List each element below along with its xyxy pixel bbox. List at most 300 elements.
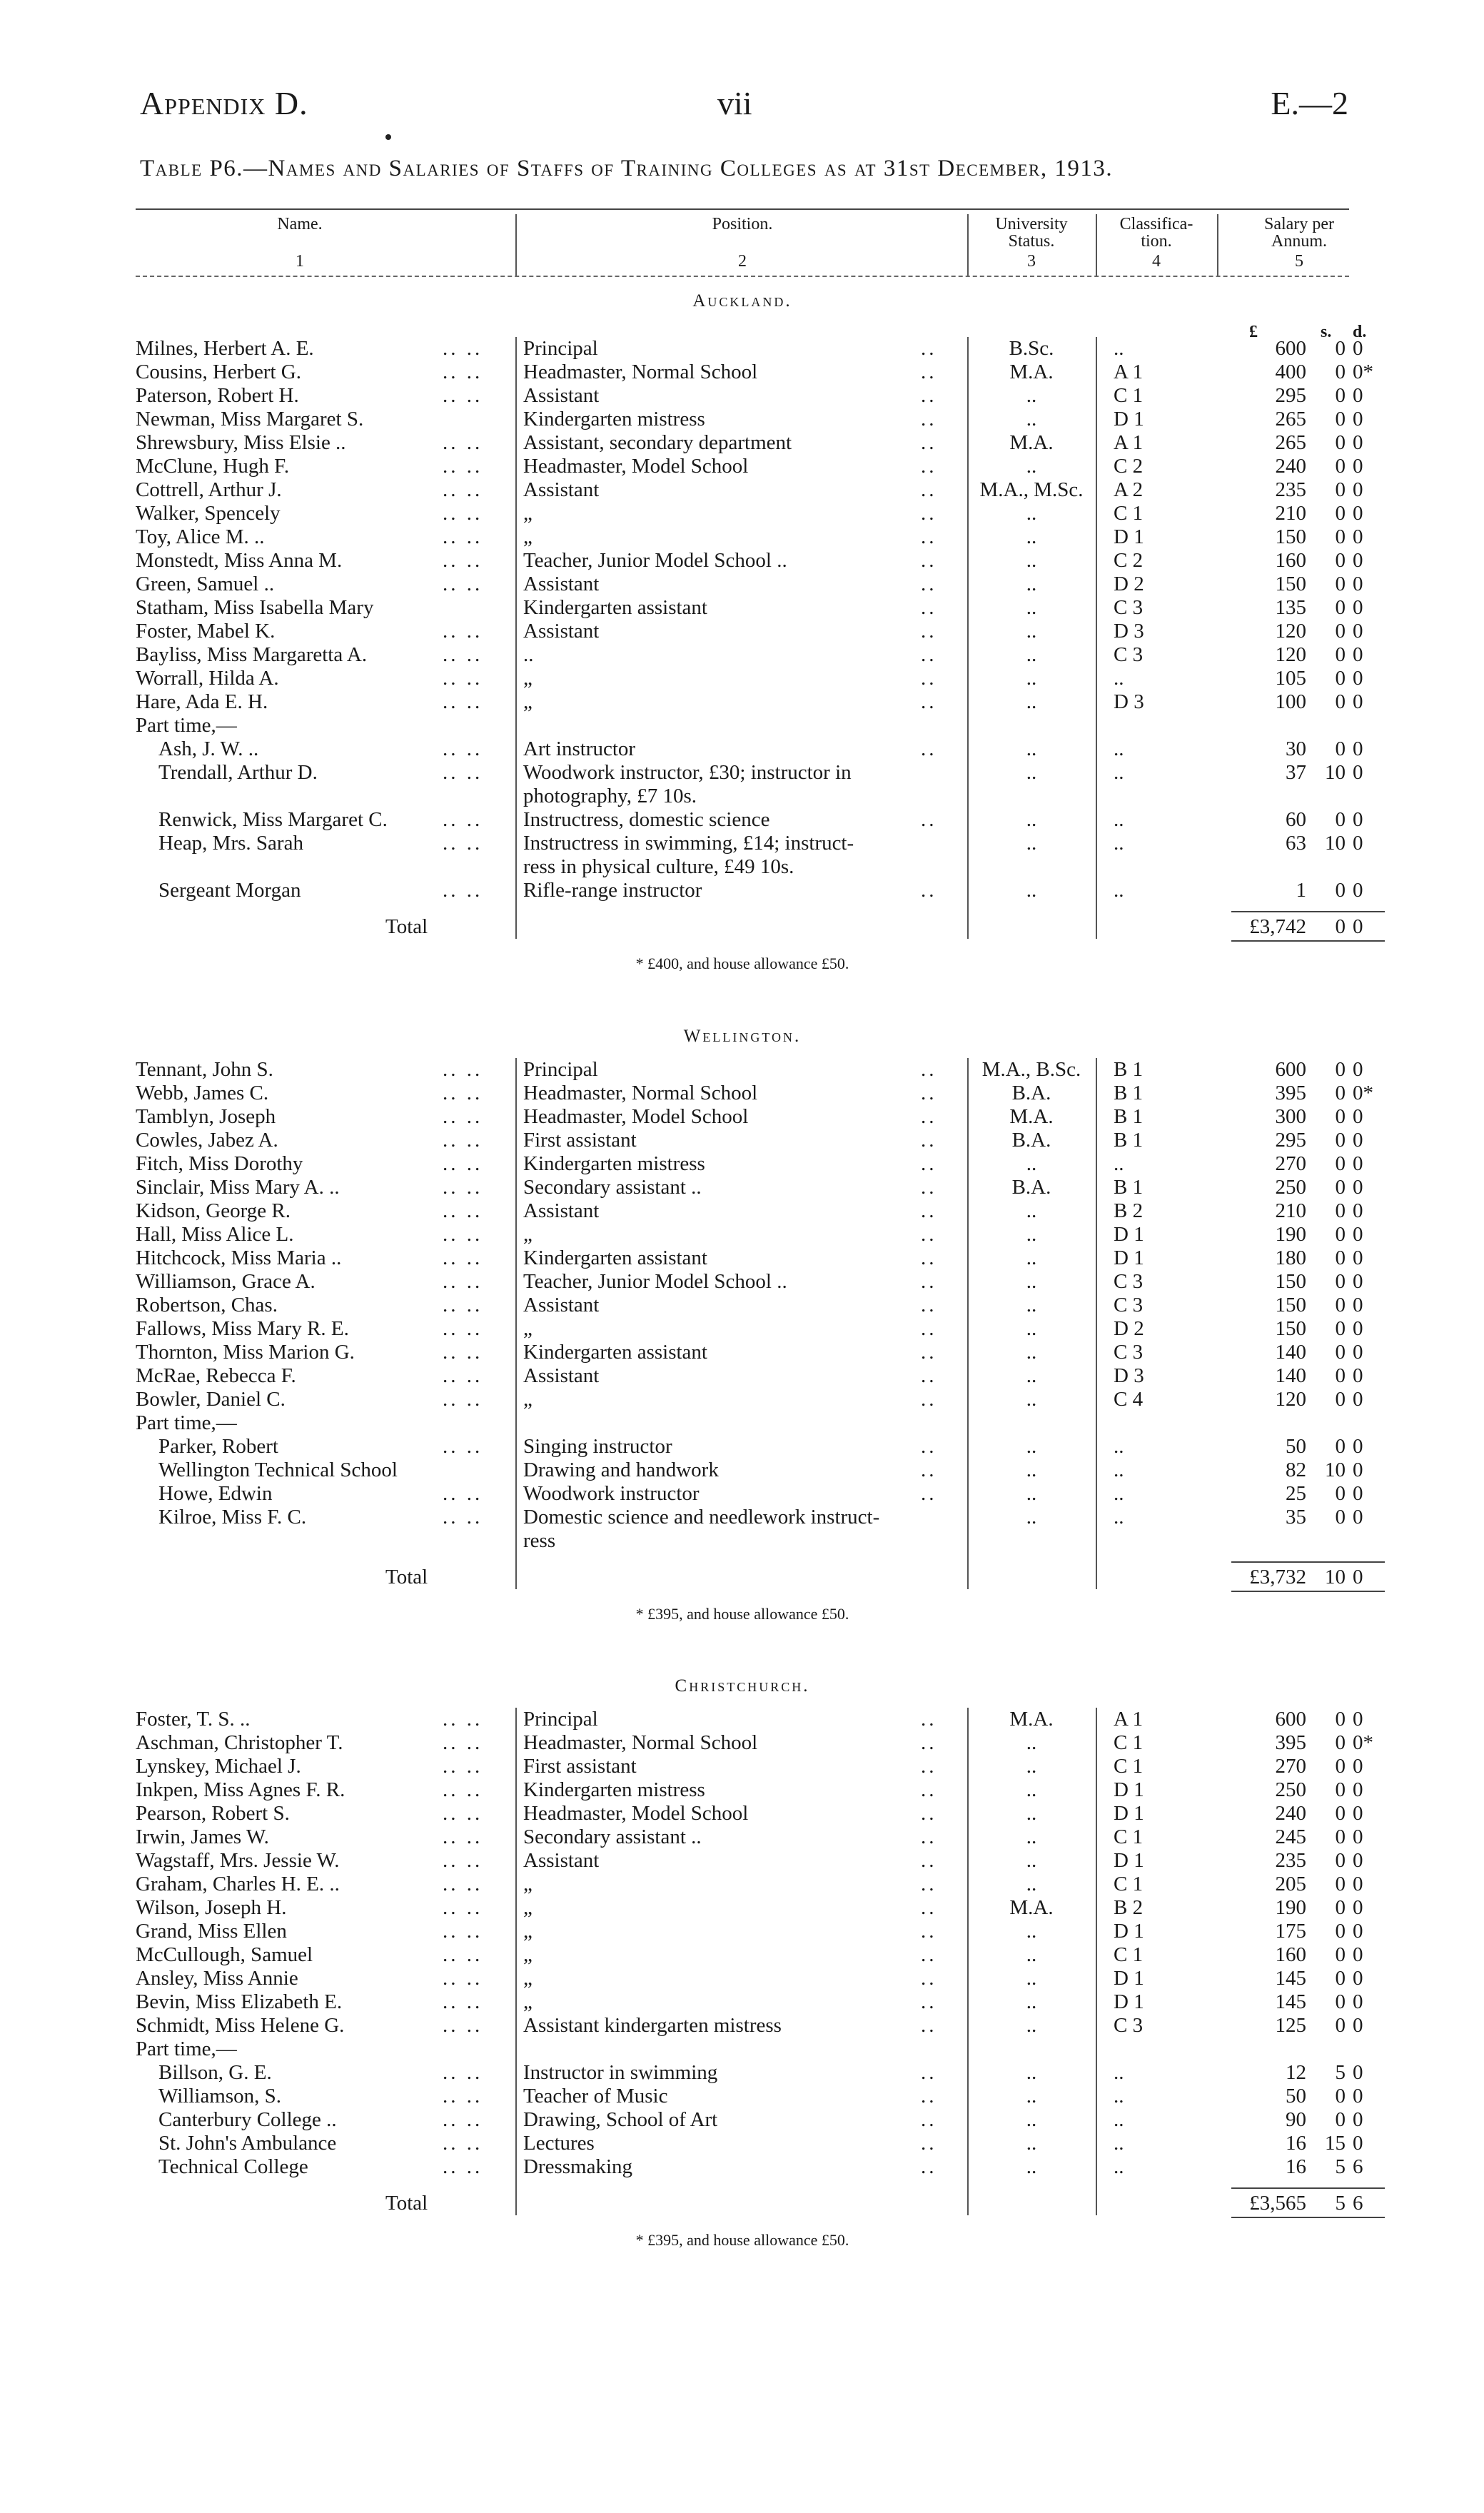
pound-header: £ <box>1249 323 1258 341</box>
leader-dots: .. .. <box>443 502 483 525</box>
salary-pounds: 25 <box>1286 1482 1306 1505</box>
staff-name: Kilroe, Miss F. C. <box>158 1506 307 1529</box>
page-number: vii <box>717 85 752 121</box>
position-text: First assistant <box>523 1755 637 1778</box>
university-status: .. <box>1026 620 1037 643</box>
total-shillings: 10 <box>1325 1566 1346 1588</box>
section-title: Christchurch. <box>675 1676 810 1696</box>
staff-name: St. John's Ambulance <box>158 2132 337 2155</box>
salary-pence: 0 <box>1353 2132 1363 2155</box>
position-text: Assistant, secondary department <box>523 431 792 454</box>
leader-dots: .. .. <box>443 1778 483 1801</box>
leader-dots: .. <box>921 384 937 407</box>
classification: A 1 <box>1114 361 1144 383</box>
salary-pounds: 82 <box>1286 1459 1306 1481</box>
leader-dots: .. <box>921 1270 937 1293</box>
classification: C 3 <box>1114 1341 1144 1364</box>
table-row <box>136 1435 1363 1459</box>
university-status: .. <box>1026 549 1037 572</box>
position-text: Drawing, School of Art <box>523 2108 718 2131</box>
col-divider <box>515 1708 517 2215</box>
leader-dots: .. .. <box>443 2061 483 2084</box>
leader-dots: .. <box>921 1223 937 1246</box>
salary-pounds: 12 <box>1286 2061 1306 2084</box>
university-status: .. <box>1026 1849 1037 1872</box>
university-status: .. <box>1026 1459 1037 1481</box>
classification: .. <box>1114 667 1124 690</box>
university-status: .. <box>1026 1223 1037 1246</box>
position-text: „ <box>523 667 532 690</box>
col-position-header: Position. <box>712 215 773 233</box>
staff-name: Walker, Spencely <box>136 502 281 525</box>
salary-pence: 0 <box>1353 808 1363 831</box>
salary-shillings: 0 <box>1335 384 1346 407</box>
table-row <box>136 761 1363 785</box>
position-text: „ <box>523 1388 532 1411</box>
university-status: .. <box>1026 1341 1037 1364</box>
col-univ-header-1: University <box>995 215 1068 233</box>
salary-shillings: 0 <box>1335 620 1346 643</box>
position-text: Assistant <box>523 573 600 595</box>
table-row <box>136 337 1363 361</box>
university-status: .. <box>1026 384 1037 407</box>
salary-pence: 0 <box>1353 431 1363 454</box>
university-status: .. <box>1026 2085 1037 2107</box>
classification: C 3 <box>1114 596 1144 619</box>
salary-pounds: 16 <box>1286 2132 1306 2155</box>
salary-pence: 0 <box>1353 879 1363 902</box>
table-row <box>136 1802 1363 1825</box>
university-status: .. <box>1026 573 1037 595</box>
leader-dots: .. .. <box>443 1247 483 1269</box>
col-divider <box>967 337 969 939</box>
classification: B 1 <box>1114 1176 1144 1199</box>
university-status: .. <box>1026 2132 1037 2155</box>
classification: .. <box>1114 879 1124 902</box>
leader-dots: .. <box>921 1294 937 1316</box>
salary-pounds: 50 <box>1286 1435 1306 1458</box>
salary-pence: 0 <box>1353 1873 1363 1895</box>
salary-pounds: 120 <box>1275 620 1306 643</box>
classification: D 2 <box>1114 573 1144 595</box>
salary-shillings: 0 <box>1335 596 1346 619</box>
salary-pence: 0 <box>1353 2014 1363 2037</box>
salary-shillings: 0 <box>1335 1105 1346 1128</box>
salary-pounds: 250 <box>1275 1778 1306 1801</box>
col-divider <box>515 1058 517 1589</box>
staff-name: Sergeant Morgan <box>158 879 301 902</box>
staff-name: Milnes, Herbert A. E. <box>136 337 314 360</box>
footnote: * £395, and house allowance £50. <box>635 2231 849 2249</box>
position-text: Instructress, domestic science <box>523 808 770 831</box>
total-rule <box>1231 911 1385 912</box>
table-row <box>136 1270 1363 1294</box>
staff-name: Bevin, Miss Elizabeth E. <box>136 1990 343 2013</box>
col-divider <box>967 1708 969 2215</box>
salary-pounds: 135 <box>1275 596 1306 619</box>
university-status: .. <box>1026 1199 1037 1222</box>
salary-pence: 0 <box>1353 1364 1363 1387</box>
staff-name: Fallows, Miss Mary R. E. <box>136 1317 349 1340</box>
table-top-rule <box>136 208 1349 210</box>
leader-dots: .. <box>921 431 937 454</box>
salary-pounds: 145 <box>1275 1990 1306 2013</box>
staff-name: Tamblyn, Joseph <box>136 1105 276 1128</box>
university-status: .. <box>1026 1802 1037 1825</box>
total-pounds: £3,732 <box>1249 1566 1306 1588</box>
salary-pence: 0 <box>1353 596 1363 619</box>
salary-pounds: 30 <box>1286 737 1306 760</box>
position-text: Instructor in swimming <box>523 2061 718 2084</box>
leader-dots: .. .. <box>443 1990 483 2013</box>
university-status: .. <box>1026 1778 1037 1801</box>
column-headers <box>136 214 1349 273</box>
salary-shillings: 0 <box>1335 1199 1346 1222</box>
salary-pounds: 295 <box>1275 1129 1306 1152</box>
salary-pence: 0 <box>1353 620 1363 643</box>
classification: B 2 <box>1114 1896 1144 1919</box>
leader-dots: .. .. <box>443 1199 483 1222</box>
table-row <box>136 1990 1363 2014</box>
leader-dots: .. .. <box>443 1967 483 1990</box>
col-salary-header-2: Annum. <box>1271 232 1327 251</box>
staff-name: Monstedt, Miss Anna M. <box>136 549 343 572</box>
position-text: Kindergarten mistress <box>523 1778 705 1801</box>
staff-name: Fitch, Miss Dorothy <box>136 1152 303 1175</box>
salary-pounds: 60 <box>1286 808 1306 831</box>
salary-pence: 0 <box>1353 1896 1363 1919</box>
salary-shillings: 0 <box>1335 1058 1346 1081</box>
leader-dots: .. <box>921 549 937 572</box>
staff-name: Foster, Mabel K. <box>136 620 276 643</box>
leader-dots: .. .. <box>443 1223 483 1246</box>
col-class-header-2: tion. <box>1141 232 1172 251</box>
total-rule-bottom <box>1231 1591 1385 1592</box>
salary-pounds: 600 <box>1275 337 1306 360</box>
pence-header: d. <box>1353 323 1367 341</box>
leader-dots: .. <box>921 2014 937 2037</box>
col-divider <box>967 214 969 276</box>
leader-dots: .. .. <box>443 1825 483 1848</box>
university-status: .. <box>1026 1247 1037 1269</box>
leader-dots: .. <box>921 1967 937 1990</box>
university-status: B.A. <box>1011 1129 1051 1152</box>
salary-pence: 0 <box>1353 1506 1363 1529</box>
leader-dots: .. <box>921 1082 937 1104</box>
table-row <box>136 1755 1363 1778</box>
salary-shillings: 0 <box>1335 1708 1346 1731</box>
table-row <box>136 690 1363 714</box>
salary-shillings: 0 <box>1335 1317 1346 1340</box>
staff-name: Trendall, Arthur D. <box>158 761 318 784</box>
university-status: B.A. <box>1011 1176 1051 1199</box>
salary-shillings: 0 <box>1335 1755 1346 1778</box>
salary-shillings: 0 <box>1335 2014 1346 2037</box>
total-label: Total <box>385 2192 428 2215</box>
position-text: „ <box>523 502 532 525</box>
university-status: M.A. <box>1009 1105 1054 1128</box>
leader-dots: .. <box>921 620 937 643</box>
salary-pounds: 210 <box>1275 502 1306 525</box>
salary-pence: 0 <box>1353 1802 1363 1825</box>
staff-name: Hare, Ada E. H. <box>136 690 268 713</box>
salary-pence: 0* <box>1353 1082 1373 1104</box>
position-text: Rifle-range instructor <box>523 879 702 902</box>
university-status: .. <box>1026 1388 1037 1411</box>
footnote: * £400, and house allowance £50. <box>635 955 849 972</box>
salary-pounds: 250 <box>1275 1176 1306 1199</box>
salary-pence: 6 <box>1353 2155 1363 2178</box>
salary-shillings: 0 <box>1335 1896 1346 1919</box>
leader-dots: .. <box>921 1802 937 1825</box>
col-univ-header-2: Status. <box>1008 232 1055 251</box>
table-row <box>136 525 1363 549</box>
staff-name: Aschman, Christopher T. <box>136 1731 343 1754</box>
classification: .. <box>1114 2085 1124 2107</box>
position-text: „ <box>523 1896 532 1919</box>
staff-name: Green, Samuel .. <box>136 573 275 595</box>
salary-pence: 0 <box>1353 1176 1363 1199</box>
col-divider <box>515 214 517 276</box>
salary-shillings: 0 <box>1335 337 1346 360</box>
leader-dots: .. <box>921 573 937 595</box>
position-text: Kindergarten assistant <box>523 596 707 619</box>
salary-shillings: 0 <box>1335 1778 1346 1801</box>
university-status: .. <box>1026 2108 1037 2131</box>
leader-dots: .. .. <box>443 1920 483 1943</box>
classification: D 1 <box>1114 1223 1144 1246</box>
salary-pounds: 37 <box>1286 761 1306 784</box>
salary-pounds: 235 <box>1275 478 1306 501</box>
salary-pence: 0 <box>1353 832 1363 855</box>
salary-shillings: 0 <box>1335 1435 1346 1458</box>
table-row <box>136 620 1363 643</box>
total-pence: 6 <box>1353 2192 1363 2215</box>
staff-name: Toy, Alice M. .. <box>136 525 265 548</box>
table-row <box>136 455 1363 478</box>
salary-pounds: 210 <box>1275 1199 1306 1222</box>
table-row <box>136 1411 1349 1435</box>
salary-pounds: 90 <box>1286 2108 1306 2131</box>
leader-dots: .. <box>921 1247 937 1269</box>
staff-name: Foster, T. S. .. <box>136 1708 251 1731</box>
table-row <box>136 808 1363 832</box>
leader-dots: .. .. <box>443 2014 483 2037</box>
leader-dots: .. <box>921 455 937 478</box>
table-row <box>136 643 1363 667</box>
leader-dots: .. .. <box>443 1708 483 1731</box>
salary-pence: 0 <box>1353 737 1363 760</box>
salary-shillings: 0 <box>1335 1129 1346 1152</box>
leader-dots: .. <box>921 2108 937 2131</box>
staff-name: Thornton, Miss Marion G. <box>136 1341 355 1364</box>
salary-pence: 0 <box>1353 1482 1363 1505</box>
leader-dots: .. <box>921 1778 937 1801</box>
salary-shillings: 0 <box>1335 573 1346 595</box>
salary-pence: 0 <box>1353 408 1363 430</box>
salary-shillings: 10 <box>1325 832 1346 855</box>
university-status: .. <box>1026 1294 1037 1316</box>
salary-pounds: 35 <box>1286 1506 1306 1529</box>
salary-shillings: 0 <box>1335 1152 1346 1175</box>
table-title: Table P6.—Names and Salaries of Staffs of Training Colleges as at 31st December, 1913. <box>140 156 1114 181</box>
staff-name: Statham, Miss Isabella Mary <box>136 596 374 619</box>
classification: C 1 <box>1114 384 1144 407</box>
salary-shillings: 0 <box>1335 502 1346 525</box>
salary-pence: 0 <box>1353 1755 1363 1778</box>
table-row <box>136 879 1363 902</box>
salary-pence: 0 <box>1353 1459 1363 1481</box>
staff-name: Cousins, Herbert G. <box>136 361 301 383</box>
classification: .. <box>1114 2155 1124 2178</box>
staff-name: Heap, Mrs. Sarah <box>158 832 303 855</box>
leader-dots: .. .. <box>443 384 483 407</box>
salary-pence: 0 <box>1353 1199 1363 1222</box>
table-row <box>136 408 1363 431</box>
classification: D 1 <box>1114 1990 1144 2013</box>
table-row <box>136 1223 1363 1247</box>
salary-shillings: 0 <box>1335 1482 1346 1505</box>
leader-dots: .. .. <box>443 1105 483 1128</box>
classification: C 1 <box>1114 1825 1144 1848</box>
position-text: .. <box>523 643 534 666</box>
salary-shillings: 0 <box>1335 667 1346 690</box>
university-status: .. <box>1026 455 1037 478</box>
salary-pounds: 395 <box>1275 1731 1306 1754</box>
staff-name: Part time,— <box>136 1411 237 1434</box>
position-text: Lectures <box>523 2132 595 2155</box>
col-position-number: 2 <box>738 252 747 271</box>
staff-name: McRae, Rebecca F. <box>136 1364 296 1387</box>
leader-dots: .. .. <box>443 620 483 643</box>
leader-dots: .. <box>921 1849 937 1872</box>
paper-reference: E.—2 <box>1271 85 1348 121</box>
university-status: .. <box>1026 1825 1037 1848</box>
classification: A 2 <box>1114 478 1144 501</box>
salary-shillings: 0 <box>1335 549 1346 572</box>
salary-shillings: 0 <box>1335 431 1346 454</box>
classification: D 2 <box>1114 1317 1144 1340</box>
university-status: .. <box>1026 596 1037 619</box>
leader-dots: .. .. <box>443 573 483 595</box>
classification: .. <box>1114 1435 1124 1458</box>
classification: B 1 <box>1114 1082 1144 1104</box>
position-text: Headmaster, Model School <box>523 455 749 478</box>
table-row <box>136 1388 1363 1411</box>
position-text: Dressmaking <box>523 2155 633 2178</box>
staff-name: Inkpen, Miss Agnes F. R. <box>136 1778 345 1801</box>
leader-dots: .. .. <box>443 549 483 572</box>
leader-dots: .. <box>921 1317 937 1340</box>
classification: D 3 <box>1114 1364 1144 1387</box>
salary-pounds: 205 <box>1275 1873 1306 1895</box>
position-text: Assistant <box>523 1364 600 1387</box>
table-row <box>136 667 1363 690</box>
salary-pounds: 100 <box>1275 690 1306 713</box>
classification: B 1 <box>1114 1058 1144 1081</box>
salary-pounds: 50 <box>1286 2085 1306 2107</box>
col-divider <box>1096 214 1097 276</box>
university-status: .. <box>1026 1920 1037 1943</box>
position-text: Headmaster, Normal School <box>523 361 758 383</box>
leader-dots: .. .. <box>443 525 483 548</box>
salary-pounds: 63 <box>1286 832 1306 855</box>
salary-pence: 0 <box>1353 1849 1363 1872</box>
staff-name: Webb, James C. <box>136 1082 269 1104</box>
classification: C 3 <box>1114 2014 1144 2037</box>
total-row <box>136 2192 1363 2215</box>
staff-name: Newman, Miss Margaret S. <box>136 408 364 430</box>
leader-dots: .. <box>921 1152 937 1175</box>
leader-dots: .. .. <box>443 478 483 501</box>
staff-name: Ash, J. W. .. <box>158 737 259 760</box>
salary-pounds: 140 <box>1275 1341 1306 1364</box>
salary-pence: 0 <box>1353 643 1363 666</box>
position-text: Assistant <box>523 1199 600 1222</box>
salary-pounds: 300 <box>1275 1105 1306 1128</box>
leader-dots: .. .. <box>443 1152 483 1175</box>
leader-dots: .. <box>921 408 937 430</box>
total-label: Total <box>385 1566 428 1588</box>
salary-pounds: 175 <box>1275 1920 1306 1943</box>
staff-name: Wagstaff, Mrs. Jessie W. <box>136 1849 340 1872</box>
leader-dots: .. .. <box>443 1482 483 1505</box>
staff-name: Grand, Miss Ellen <box>136 1920 287 1943</box>
university-status: .. <box>1026 1990 1037 2013</box>
salary-pence: 0 <box>1353 502 1363 525</box>
salary-shillings: 0 <box>1335 2108 1346 2131</box>
university-status: .. <box>1026 408 1037 430</box>
salary-pence: 0 <box>1353 1317 1363 1340</box>
leader-dots: .. .. <box>443 1506 483 1529</box>
position-text: Kindergarten mistress <box>523 1152 705 1175</box>
total-pence: 0 <box>1353 915 1363 938</box>
salary-pounds: 140 <box>1275 1364 1306 1387</box>
salary-shillings: 0 <box>1335 1731 1346 1754</box>
col-divider <box>1096 337 1097 939</box>
salary-shillings: 0 <box>1335 1388 1346 1411</box>
classification: D 1 <box>1114 525 1144 548</box>
position-text: Headmaster, Model School <box>523 1105 749 1128</box>
leader-dots: .. <box>921 2061 937 2084</box>
col-class-header-1: Classifica- <box>1119 215 1193 233</box>
salary-shillings: 0 <box>1335 1082 1346 1104</box>
salary-shillings: 0 <box>1335 1364 1346 1387</box>
position-text: ress in physical culture, £49 10s. <box>523 855 794 878</box>
staff-name: Tennant, John S. <box>136 1058 273 1081</box>
classification: .. <box>1114 832 1124 855</box>
classification: D 1 <box>1114 1802 1144 1825</box>
staff-name: Lynskey, Michael J. <box>136 1755 301 1778</box>
table-row <box>136 478 1363 502</box>
staff-name: Technical College <box>158 2155 308 2178</box>
salary-pounds: 395 <box>1275 1082 1306 1104</box>
table-row <box>136 1506 1363 1529</box>
leader-dots: .. <box>921 1755 937 1778</box>
table-row <box>136 1058 1363 1082</box>
university-status: .. <box>1026 1731 1037 1754</box>
salary-pence: 0 <box>1353 478 1363 501</box>
salary-pounds: 150 <box>1275 1294 1306 1316</box>
leader-dots: .. .. <box>443 2085 483 2107</box>
university-status: .. <box>1026 1364 1037 1387</box>
table-row <box>136 832 1363 855</box>
table-row <box>136 1364 1363 1388</box>
leader-dots: .. <box>921 1388 937 1411</box>
leader-dots: .. <box>921 1482 937 1505</box>
position-text: Singing instructor <box>523 1435 672 1458</box>
salary-shillings: 0 <box>1335 1506 1346 1529</box>
